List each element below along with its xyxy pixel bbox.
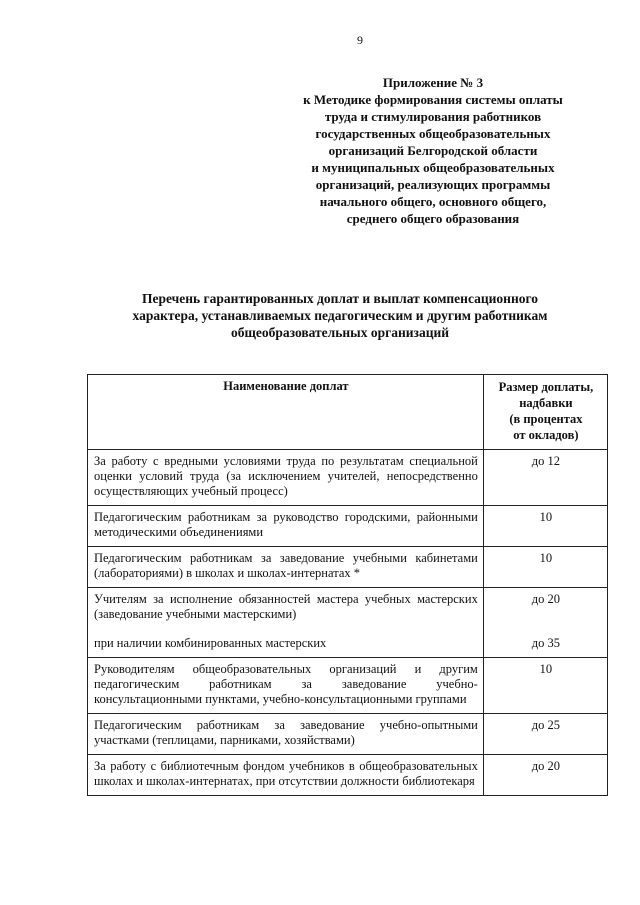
document-title (80, 290, 600, 341)
allowance-value: до 20 (483, 755, 607, 796)
table-row (88, 588, 608, 658)
title-line: Перечень гарантированных доплат и выплат компенсационного (141, 291, 539, 306)
allowance-value: до 12 (483, 450, 607, 506)
header-allowance-size (483, 375, 607, 450)
table-header-row (88, 375, 608, 450)
allowance-name: Учителям за исполнение обязанностей мастера учебных мастерских (заведование учебными мастерскими) (94, 592, 478, 621)
appendix-line: начального общего, основного общего, (319, 194, 547, 209)
allowance-value: 10 (483, 506, 607, 547)
appendix-header (268, 74, 598, 227)
appendix-line: организаций, реализующих программы (315, 177, 551, 192)
table-row (88, 714, 608, 755)
appendix-line: к Методике формирования системы оплаты (303, 92, 563, 107)
allowance-sub-name: при наличии комбинированных мастерских (94, 636, 327, 650)
appendix-line: Приложение № 3 (382, 75, 484, 90)
header-size-line: (в процентах (509, 412, 583, 426)
table-row (88, 506, 608, 547)
allowance-value: 10 (483, 658, 607, 714)
allowance-name: За работу с вредными условиями труда по результатам специальной оценки условий труда (за исключением учителей, непосредственно осуществляющих учебный процесс) (88, 450, 484, 506)
allowance-name: Педагогическим работникам за руководство городскими, районными методическими объединениями (88, 506, 484, 547)
allowance-sub-value: до 35 (531, 636, 561, 650)
table-row (88, 755, 608, 796)
appendix-line: государственных общеобразовательных (315, 126, 551, 141)
appendix-line: организаций Белгородской области (328, 143, 538, 158)
allowance-name: Педагогическим работникам за заведование учебно-опытными участками (теплицами, парниками, хозяйствами) (88, 714, 484, 755)
title-line: общеобразовательных организаций (230, 325, 450, 340)
allowance-value: до 20 (531, 592, 561, 606)
allowance-value: до 25 (483, 714, 607, 755)
allowance-value-cell (483, 588, 607, 658)
allowance-value: 10 (483, 547, 607, 588)
header-size-line: Размер доплаты, (498, 380, 594, 394)
appendix-line: труда и стимулирования работников (324, 109, 542, 124)
page-number: 9 (357, 33, 363, 47)
appendix-line: среднего общего образования (346, 211, 520, 226)
header-allowance-name: Наименование доплат (88, 375, 484, 450)
title-line: характера, устанавливаемых педагогическим и другим работникам (132, 308, 548, 323)
allowance-name: За работу с библиотечным фондом учебников в общеобразовательных школах и школах-интернатах, при отсутствии должности библиотекаря (88, 755, 484, 796)
table-row (88, 658, 608, 714)
header-size-line: надбавки (519, 396, 573, 410)
table-row (88, 547, 608, 588)
appendix-line: и муниципальных общеобразовательных (311, 160, 555, 175)
allowance-name: Педагогическим работникам за заведование учебными кабинетами (лабораториями) в школах и школах-интернатах * (88, 547, 484, 588)
table-row (88, 450, 608, 506)
allowance-name-cell (88, 588, 484, 658)
allowance-name: Руководителям общеобразовательных организаций и другим педагогическим работникам за заведование учебно-консультационными пунктами, учебно-консультационными группами (88, 658, 484, 714)
header-size-line: от окладов) (513, 428, 579, 442)
allowances-table (87, 374, 608, 796)
